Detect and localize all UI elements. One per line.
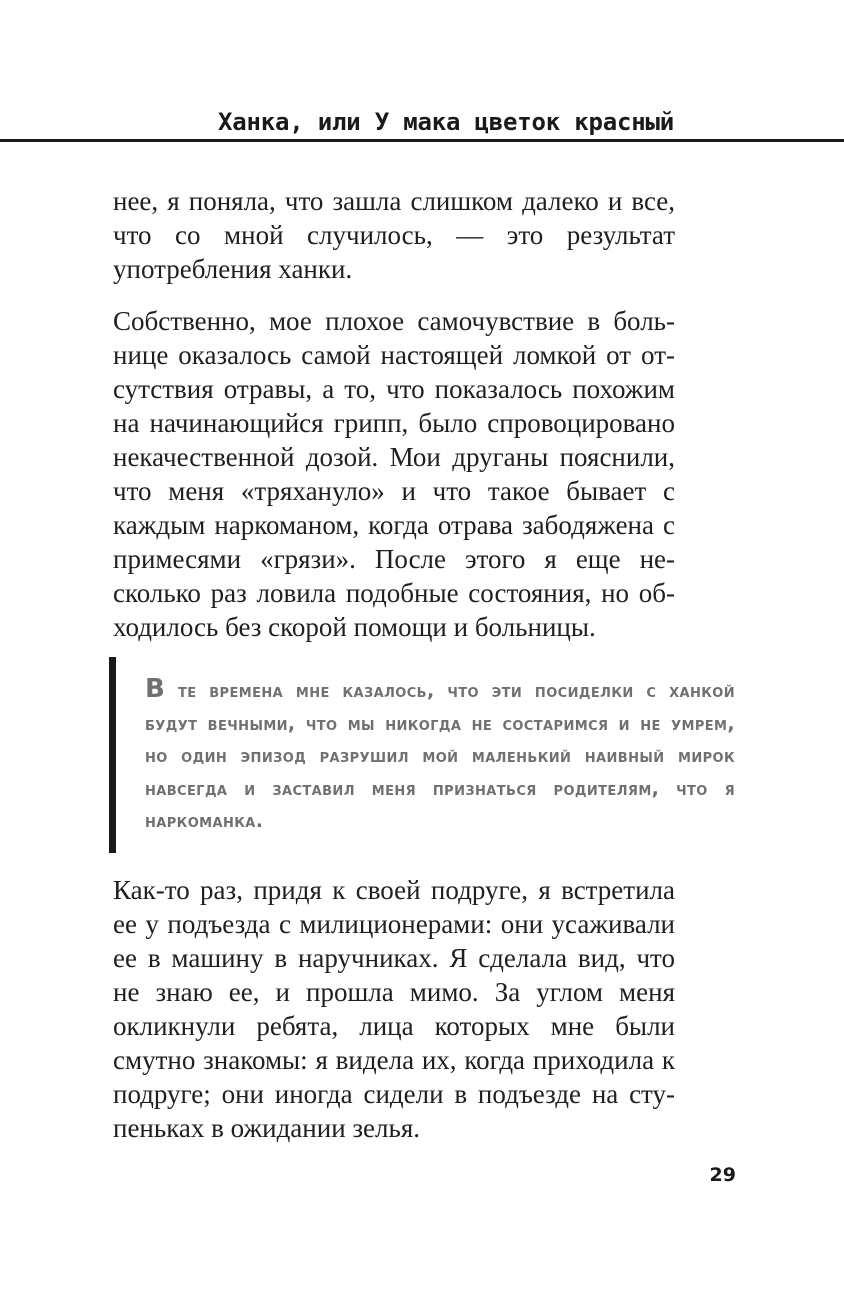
running-title: Ханка, или У мака цветок красный bbox=[218, 108, 674, 136]
running-header bbox=[0, 106, 844, 142]
paragraph-2: Собственно, мое плохое самочувствие в больнице оказалось самой настоящей ломкой от отсутствия отравы, а то, что показалось похожим на начинающийся грипп, было спровоцировано некачественной дозой. Мои друганы пояснили, что меня «тряхануло» и что такое бывает с каждым наркоманом, когда отрава забодяжена с примесями «грязи». После этого я еще несколько раз ловила подобные состояния, но обходилось без скорой помощи и больницы. bbox=[113, 306, 675, 642]
paragraph-1: нее, я поняла, что зашла слишком далеко и все, что со мной случилось, — это результат употребления ханки. bbox=[113, 186, 675, 284]
page-number: 29 bbox=[709, 1164, 736, 1186]
paragraph-3: Как-то раз, придя к своей подруге, я встретила ее у подъезда с милиционерами: они усаживали ее в машину в наручниках. Я сделала вид, что не знаю ее, и прошла мимо. За углом меня окликнули ребята, лица которых мне были смутно знакомы: я видела их, когда приходила к подруге; они иногда сидели в подъезде на ступеньках в ожидании зелья. bbox=[113, 875, 675, 1143]
pullquote: В те времена мне казалось, что эти посиделки с ханкой будут вечными, что мы никогда не состаримся и не умрем, но один эпизод разрушил мой маленький наивный мирок навсегда и заставил меня признаться родителям, что я наркоманка. bbox=[145, 674, 735, 832]
pullquote-bar bbox=[109, 657, 116, 853]
